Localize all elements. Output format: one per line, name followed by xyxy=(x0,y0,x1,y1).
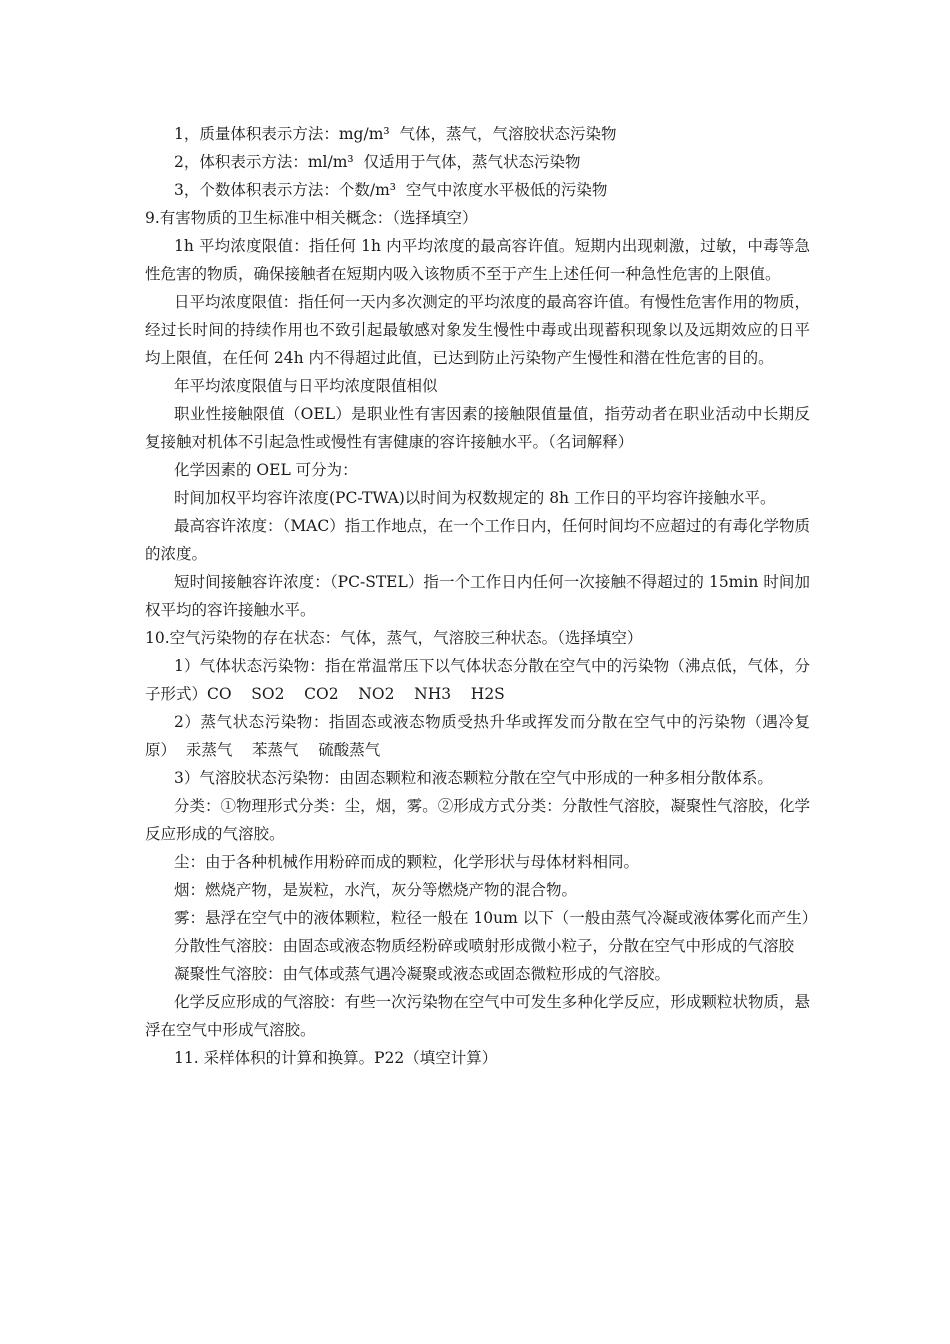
paragraph: 2，体积表示方法：ml/m³ 仅适用于气体，蒸气状态污染物 xyxy=(174,153,581,171)
paragraph: 雾：悬浮在空气中的液体颗粒，粒径一般在 10um 以下（一般由蒸气冷凝或液体雾化而产生） xyxy=(174,909,818,927)
paragraph: 尘：由于各种机械作用粉碎而成的颗粒，化学形状与母体材料相同。 xyxy=(174,853,640,871)
paragraph: 凝聚性气溶胶：由气体或蒸气遇冷凝聚或液态或固态微粒形成的气溶胶。 xyxy=(174,965,671,983)
paragraph: 短时间接触容许浓度：（PC-STEL）指一个工作日内任何一次接触不得超过的 15min 时间加权平均的容许接触水平。 xyxy=(145,573,810,619)
paragraph: 3）气溶胶状态污染物：由固态颗粒和液态颗粒分散在空气中形成的一种多相分散体系。 xyxy=(174,769,773,787)
paragraph: 烟：燃烧产物，是炭粒，水汽，灰分等燃烧产物的混合物。 xyxy=(174,881,578,899)
paragraph: 分类：①物理形式分类：尘，烟，雾。②形成方式分类：分散性气溶胶，凝聚性气溶胶，化学反应形成的气溶胶。 xyxy=(145,797,810,843)
paragraph: 时间加权平均容许浓度(PC-TWA)以时间为权数规定的 8h 工作日的平均容许接触水平。 xyxy=(174,489,776,507)
paragraph: 化学反应形成的气溶胶：有些一次污染物在空气中可发生多种化学反应，形成颗粒状物质，悬浮在空气中形成气溶胶。 xyxy=(145,993,810,1039)
paragraph: 1）气体状态污染物：指在常温常压下以气体状态分散在空气中的污染物（沸点低，气体，分子形式）CO SO2 CO2 NO2 NH3 H2S xyxy=(145,657,810,703)
paragraph: 职业性接触限值（OEL）是职业性有害因素的接触限值量值，指劳动者在职业活动中长期反复接触对机体不引起急性或慢性有害健康的容许接触水平。（名词解释） xyxy=(145,405,810,451)
section-heading: 10.空气污染物的存在状态：气体，蒸气，气溶胶三种状态。（选择填空） xyxy=(145,629,643,647)
paragraph: 日平均浓度限值：指任何一天内多次测定的平均浓度的最高容许值。有慢性危害作用的物质，经过长时间的持续作用也不致引起最敏感对象发生慢性中毒或出现蓄积现象以及远期效应的日平均上限值，在任何 24h 内不得超过此值，已达到防止污染物产生慢性和潜在性危害的目的。 xyxy=(145,293,810,367)
section-heading: 9.有害物质的卫生标准中相关概念：（选择填空） xyxy=(145,209,478,227)
paragraph: 1h 平均浓度限值：指任何 1h 内平均浓度的最高容许值。短期内出现刺激，过敏，中毒等急性危害的物质，确保接触者在短期内吸入该物质不至于产生上述任何一种急性危害的上限值。 xyxy=(145,237,810,283)
paragraph: 2）蒸气状态污染物：指固态或液态物质受热升华或挥发而分散在空气中的污染物（遇冷复原） 汞蒸气 苯蒸气 硫酸蒸气 xyxy=(145,713,810,759)
paragraph: 化学因素的 OEL 可分为： xyxy=(174,461,358,479)
paragraph: 年平均浓度限值与日平均浓度限值相似 xyxy=(174,377,438,395)
document-page xyxy=(145,120,818,1072)
paragraph: 最高容许浓度：（MAC）指工作地点，在一个工作日内，任何时间均不应超过的有毒化学物质的浓度。 xyxy=(145,517,810,563)
paragraph: 分散性气溶胶：由固态或液态物质经粉碎或喷射形成微小粒子，分散在空气中形成的气溶胶 xyxy=(174,937,795,955)
paragraph: 1，质量体积表示方法：mg/m³ 气体，蒸气，气溶胶状态污染物 xyxy=(174,125,617,143)
paragraph: 3，个数体积表示方法：个数/m³ 空气中浓度水平极低的污染物 xyxy=(174,181,608,199)
paragraph: 11. 采样体积的计算和换算。P22（填空计算） xyxy=(174,1049,498,1067)
